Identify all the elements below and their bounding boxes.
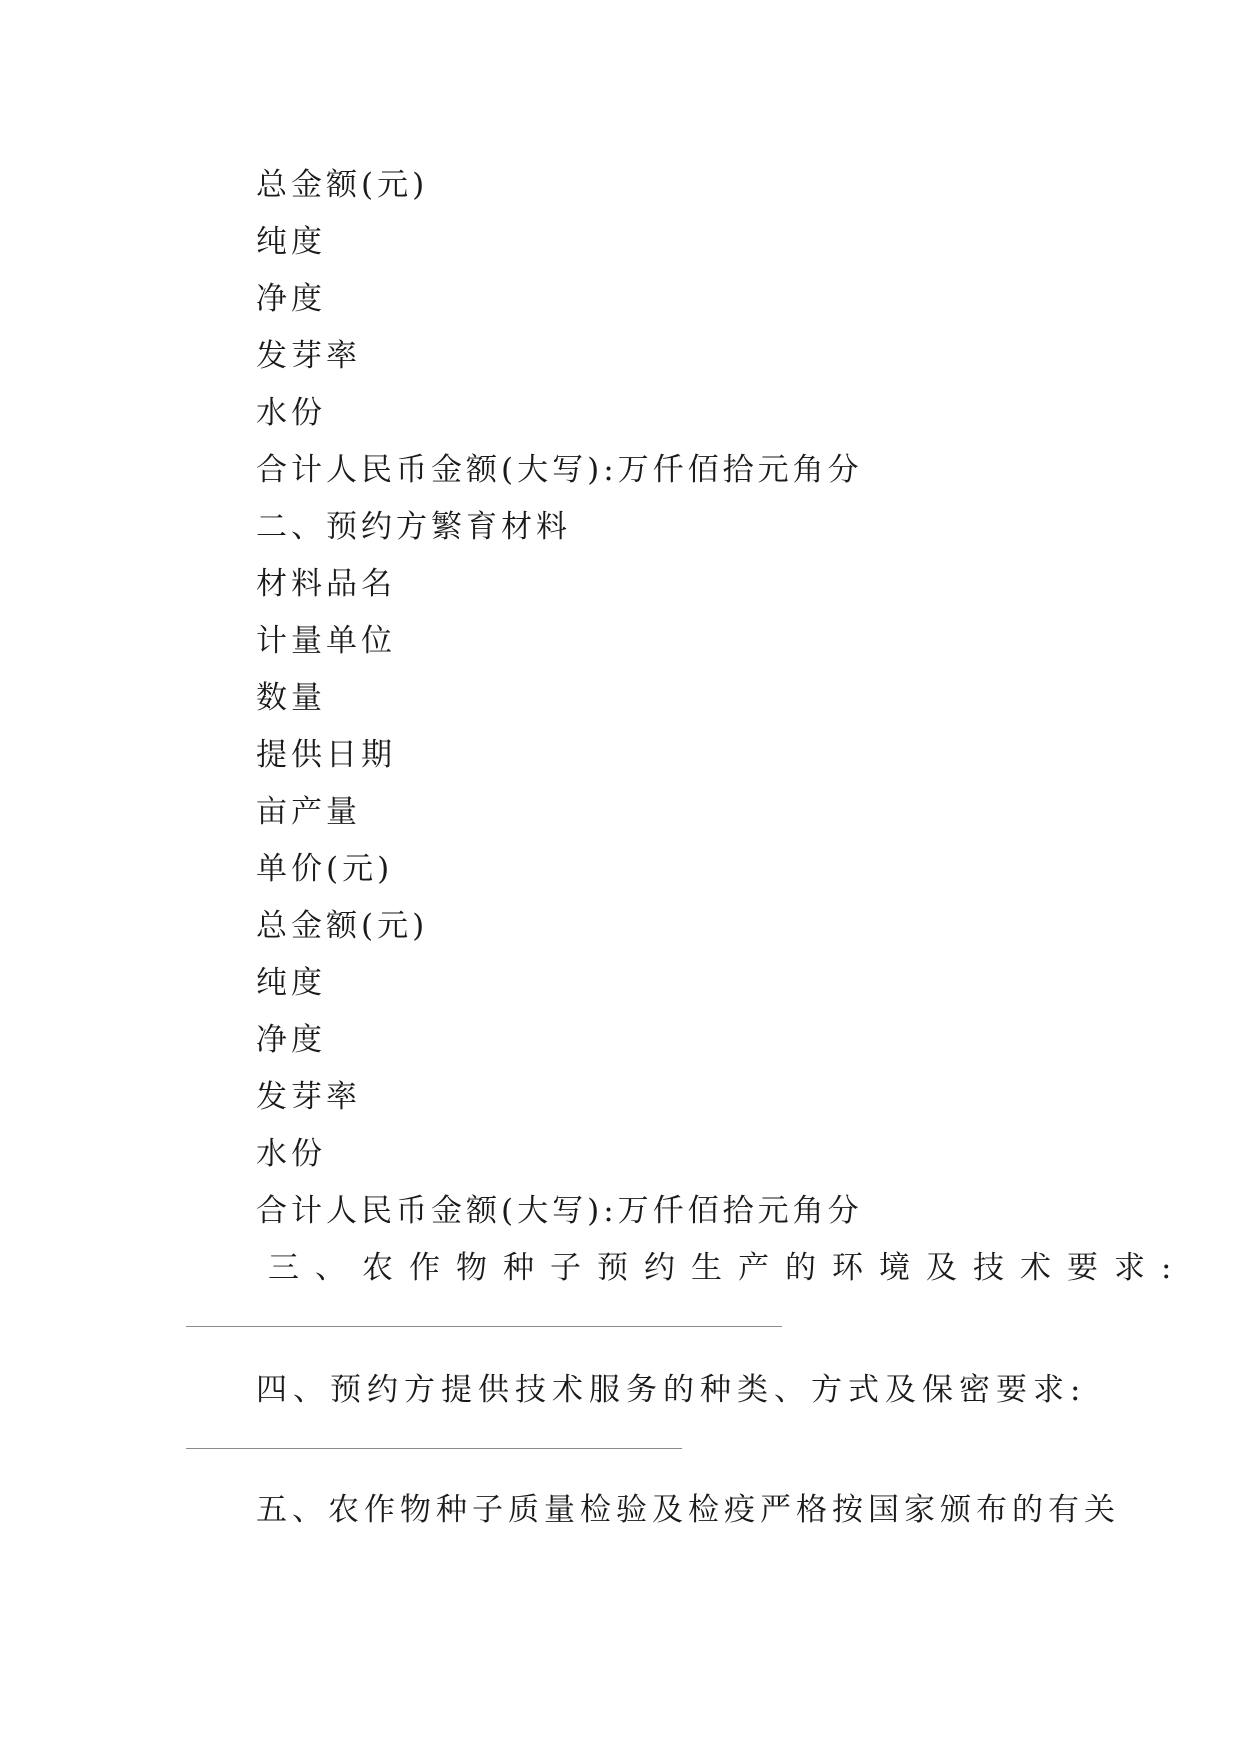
field-total-amount: 总金额(元)	[256, 908, 429, 944]
field-yield-per-mu: 亩产量	[256, 794, 361, 830]
field-quantity: 数量	[256, 680, 326, 716]
section-5-text: 五、农作物种子质量检验及检疫严格按国家颁布的有关	[256, 1492, 1120, 1528]
blank-fill-line	[186, 1448, 682, 1449]
section-4-text: 四、预约方提供技术服务的种类、方式及保密要求:	[256, 1372, 1087, 1408]
field-supply-date: 提供日期	[256, 737, 396, 773]
blank-fill-line	[186, 1326, 782, 1327]
field-purity: 纯度	[256, 224, 326, 260]
section-heading-breeding-materials: 二、预约方繁育材料	[256, 509, 571, 545]
field-cleanliness: 净度	[256, 281, 326, 317]
field-unit: 计量单位	[256, 623, 396, 659]
field-total-rmb-uppercase: 合计人民币金额(大写):万仟佰拾元角分	[256, 1193, 863, 1229]
field-total-rmb-uppercase: 合计人民币金额(大写):万仟佰拾元角分	[256, 452, 863, 488]
field-moisture: 水份	[256, 1136, 326, 1172]
field-cleanliness: 净度	[256, 1022, 326, 1058]
field-material-name: 材料品名	[256, 566, 396, 602]
field-germination-rate: 发芽率	[256, 338, 361, 374]
field-moisture: 水份	[256, 395, 326, 431]
field-germination-rate: 发芽率	[256, 1079, 361, 1115]
field-unit-price: 单价(元)	[256, 851, 394, 887]
section-3-text: 三、农作物种子预约生产的环境及技术要求:	[268, 1250, 1188, 1286]
field-total-amount: 总金额(元)	[256, 167, 429, 203]
field-purity: 纯度	[256, 965, 326, 1001]
